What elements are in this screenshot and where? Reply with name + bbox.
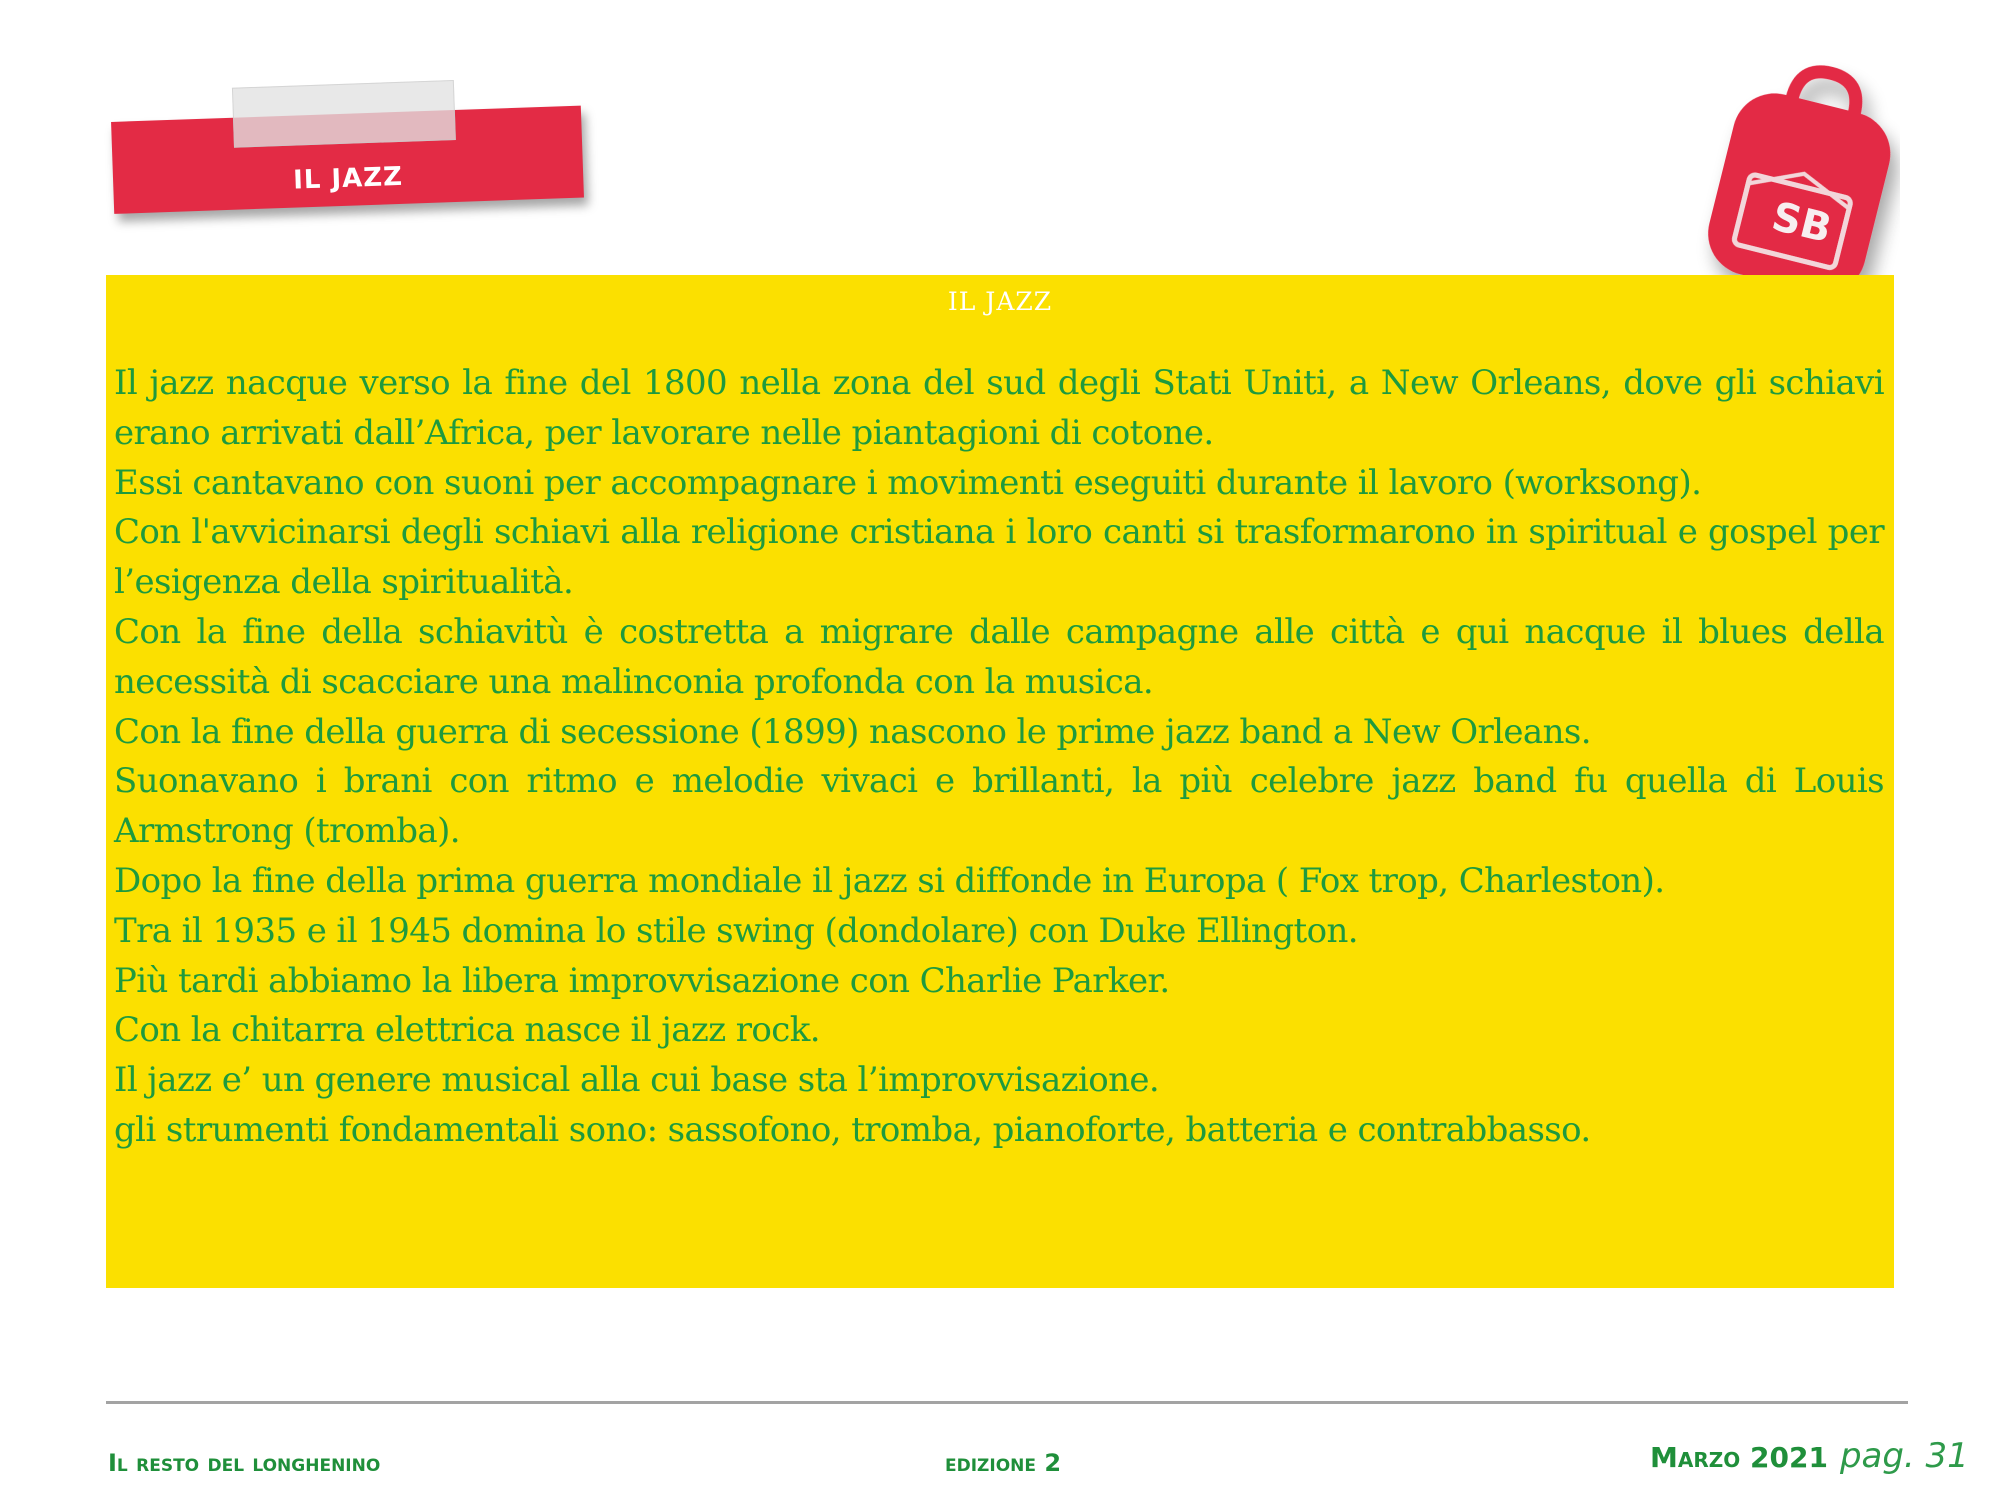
article-box bbox=[106, 275, 1894, 1288]
paragraph: Dopo la fine della prima guerra mondiale il jazz si diffonde in Europa ( Fox trop, Charleston). bbox=[114, 860, 1665, 901]
article-title: IL JAZZ bbox=[947, 287, 1053, 316]
section-tab-label: IL JAZZ bbox=[292, 161, 404, 196]
logo-text: SB bbox=[1767, 193, 1836, 253]
paragraph: Essi cantavano con suoni per accompagnare i movimenti eseguiti durante il lavoro (worksong). bbox=[114, 462, 1702, 503]
footer-edition: edizione 2 bbox=[945, 1449, 1062, 1477]
paragraph: Con la fine della guerra di secessione (1899) nascono le prime jazz band a New Orleans. bbox=[114, 711, 1591, 752]
paragraph: Suonavano i brani con ritmo e melodie vivaci e brillanti, la più celebre jazz band fu quella di Louis Armstrong (tromba). bbox=[114, 761, 1884, 852]
article-body bbox=[114, 359, 1884, 1156]
paragraph: Il jazz nacque verso la fine del 1800 nella zona del sud degli Stati Uniti, a New Orleans, dove gli schiavi erano arrivati dall’Africa, per lavorare nelle piantagioni di cotone. bbox=[114, 363, 1884, 453]
footer-page-number: pag. 31 bbox=[1839, 1436, 1969, 1476]
paragraph: Con l'avvicinarsi degli schiavi alla religione cristiana i loro canti si trasformarono in spiritual e gospel per l’esigenza della spiritualità. bbox=[114, 512, 1884, 603]
footer-divider bbox=[106, 1401, 1908, 1404]
footer-date: Marzo 2021 bbox=[1650, 1441, 1828, 1474]
paragraph: Con la fine della schiavitù è costretta a migrare dalle campagne alle città e qui nacque il blues della necessità di scacciare una malinconia profonda con la musica. bbox=[114, 611, 1884, 702]
footer-publication: Il resto del longhenino bbox=[108, 1449, 381, 1477]
section-tab bbox=[110, 76, 584, 222]
backpack-logo-icon bbox=[1690, 60, 1900, 300]
tape-strip bbox=[232, 80, 456, 148]
paragraph: Tra il 1935 e il 1945 domina lo stile swing (dondolare) con Duke Ellington. bbox=[114, 910, 1358, 951]
paragraph: gli strumenti fondamentali sono: sassofono, tromba, pianoforte, batteria e contrabbasso. bbox=[114, 1109, 1591, 1150]
paragraph: Più tardi abbiamo la libera improvvisazione con Charlie Parker. bbox=[114, 960, 1170, 1001]
paragraph: Il jazz e’ un genere musical alla cui base sta l’improvvisazione. bbox=[114, 1060, 1160, 1101]
footer-date-page bbox=[1650, 1436, 1969, 1476]
paragraph: Con la chitarra elettrica nasce il jazz rock. bbox=[114, 1010, 820, 1051]
